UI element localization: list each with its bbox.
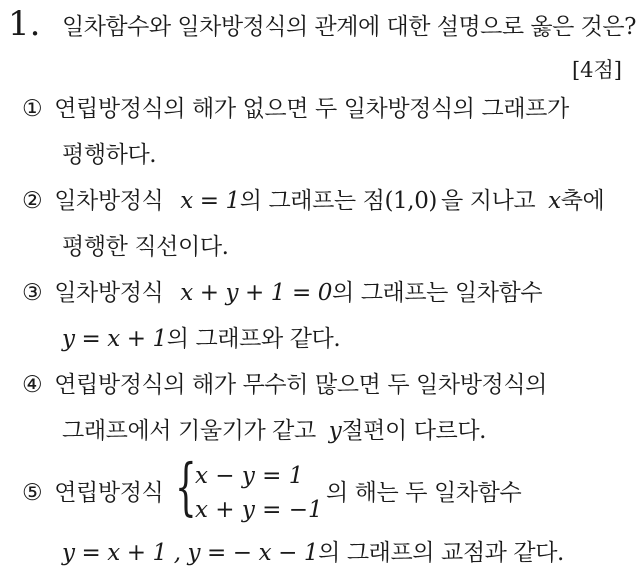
choice-3-text-a: 일차방정식 (54, 280, 164, 306)
choice-3-line-2 (62, 324, 340, 354)
choice-3-text-b: 의 그래프는 일차함수 (331, 280, 543, 306)
choice-2-text-d: 축에 (560, 188, 605, 214)
choice-3-math: x + y + 1 = 0 (180, 280, 332, 306)
left-brace-icon: { (175, 450, 197, 523)
choice-2-text-a: 일차방정식 (54, 188, 164, 214)
choice-2-line-2: 평행한 직선이다. (62, 234, 229, 260)
choice-2-math: x = 1 (180, 188, 240, 214)
choice-2-text-c: 을 지나고 (441, 188, 536, 214)
choice-5-line-1-tail: 의 해는 두 일차함수 (326, 480, 522, 506)
choice-5-text-a: 연립방정식 (54, 480, 164, 506)
choice-1-line-2: 평행하다. (62, 142, 157, 168)
choice-1-text-1: 연립방정식의 해가 없으면 두 일차방정식의 그래프가 (54, 96, 569, 122)
choice-5-text-c: 의 그래프의 교점과 같다. (318, 540, 564, 566)
equation-2: x + y = −1 (195, 497, 323, 523)
choice-2-axis: x (548, 188, 561, 214)
choice-3-text-c: 의 그래프와 같다. (166, 326, 341, 352)
choice-3-mark: ③ (22, 280, 43, 306)
choice-5-math-2: y = x + 1 , y = − x − 1 (62, 540, 319, 566)
question-text: 일차함수와 일차방정식의 관계에 대한 설명으로 옳은 것은? (62, 14, 636, 40)
choice-4-line-1 (22, 370, 547, 400)
equation-system (175, 450, 323, 528)
choice-2-point: (1,0) (384, 188, 438, 214)
choice-3-line-1 (22, 278, 542, 308)
choice-5-line-1 (22, 478, 163, 508)
choice-3-math-2: y = x + 1 (62, 326, 167, 352)
choice-2-mark: ② (22, 188, 43, 214)
choice-1-mark: ① (22, 96, 43, 122)
choice-4-text-a: 그래프에서 기울기가 같고 (62, 418, 316, 444)
equation-1: x − y = 1 (195, 463, 304, 489)
choice-4-mark: ④ (22, 372, 43, 398)
choice-4-math: y (328, 418, 342, 444)
question-number: 1. (8, 4, 41, 44)
choice-5-line-2 (62, 538, 564, 568)
choice-1-line-1 (22, 94, 569, 124)
points-label: [4점] (571, 58, 622, 82)
choice-4-text-1: 연립방정식의 해가 무수히 많으면 두 일차방정식의 (54, 372, 547, 398)
choice-5-mark: ⑤ (22, 480, 43, 506)
choice-4-text-b: 절편이 다르다. (341, 418, 487, 444)
choice-2-text-b: 의 그래프는 점 (239, 188, 385, 214)
choice-2-line-1 (22, 186, 604, 216)
choice-4-line-2 (62, 416, 486, 446)
